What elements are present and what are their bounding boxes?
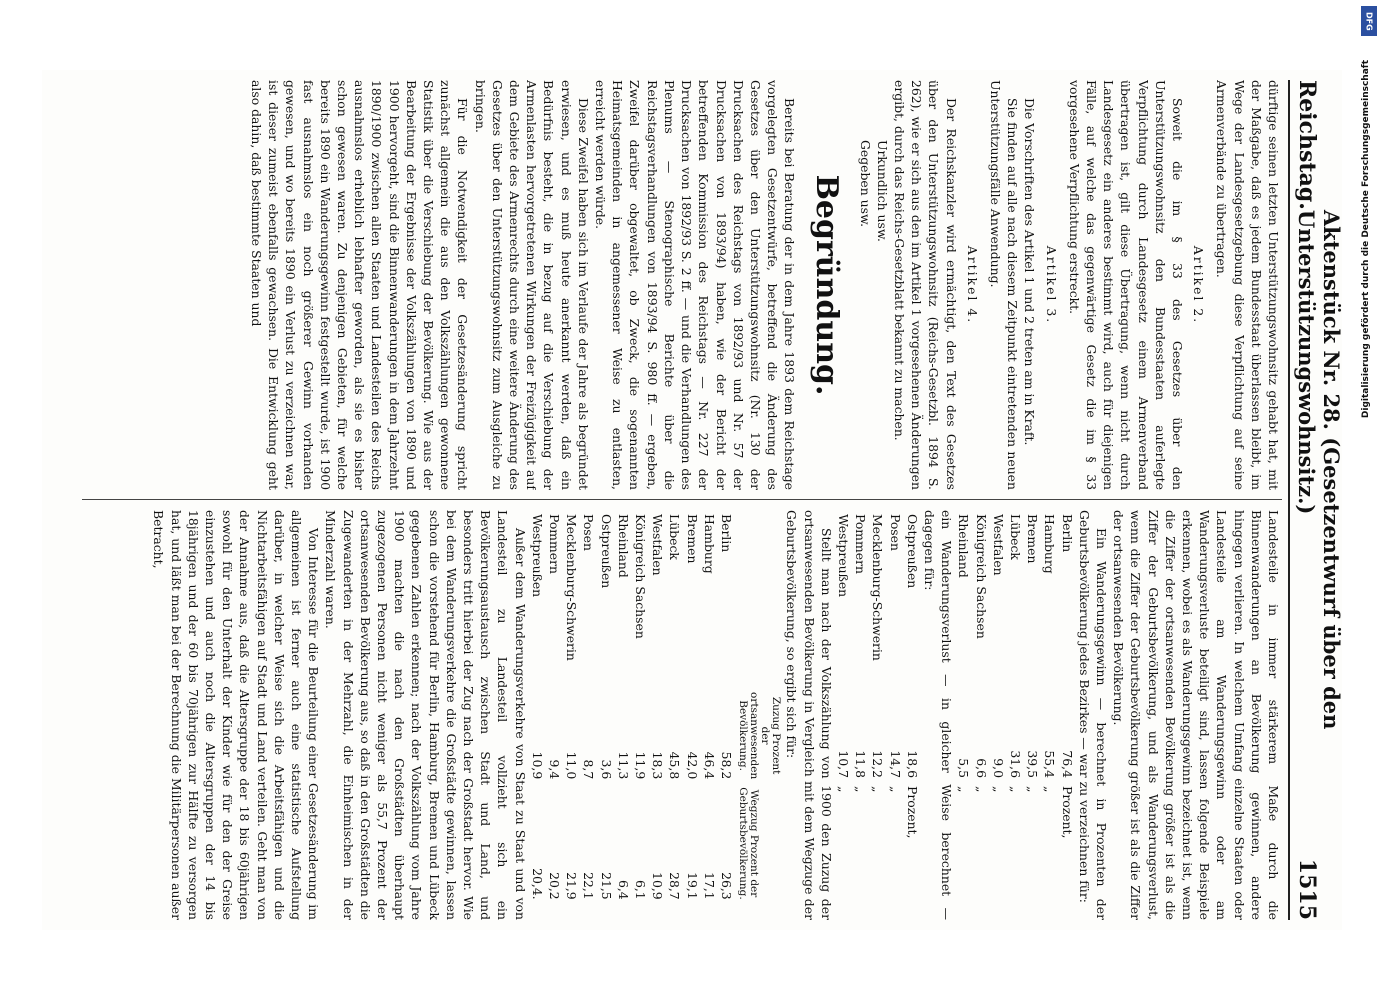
cell-value: 10,7 xyxy=(835,750,851,778)
cell-place: Berlin xyxy=(1059,514,1075,553)
table-row xyxy=(972,510,989,846)
cell-value: 5,5 xyxy=(955,758,971,778)
cell-value: 76,4 xyxy=(1059,750,1075,778)
cell-place: Westfalen xyxy=(990,514,1006,576)
paragraph: Sie finden auf alle nach diesem Zeitpunkt eintretenden neuen Unterstützungsfälle Anwendung. xyxy=(987,80,1020,490)
table-header-wegzug: Wegzug Prozent der Geburtsbevölkerung. xyxy=(736,787,760,900)
paragraph: Die Vorschriften des Artikel 1 und 2 treten am in Kraft. xyxy=(1021,98,1037,446)
cell-b: 6,4 xyxy=(615,879,631,900)
cell-a: 42,0 xyxy=(684,751,700,780)
cell-place: Mecklenburg-Schwerin xyxy=(869,514,885,661)
header-left: Reichstag. xyxy=(1293,80,1320,210)
cell-b: 10,9 xyxy=(649,872,665,900)
cell-a: 18,3 xyxy=(649,751,665,780)
cell-value: 14,7 xyxy=(887,750,903,778)
paragraph: Soweit die im § 33 des Gesetzes über den Unterstützungswohnsitz den Bundesstaaten auferlegte Verpflichtung durch Landesgesetz einem Armenverband übertragen ist, gilt diese Übertragung, wenn nicht durch Landesgesetz ein anderes bestimmt wird, auch für diejenigen Fälle, auf welche das gegenwärtige Gesetz die im § 33 vorgesehene Verpflichtung erstreckt. xyxy=(1066,80,1185,490)
cell-b: 26,3 xyxy=(718,872,734,900)
comparison-table xyxy=(528,510,782,904)
digitization-text: Digitalisierung gefördert durch die Deutsche Forschungsgemeinschaft xyxy=(1361,60,1371,419)
table-row xyxy=(700,510,717,904)
cell-unit: „ xyxy=(1024,786,1040,793)
table-row xyxy=(1058,510,1075,846)
header-title: Aktenstück Nr. 28. (Gesetzentwurf über den Unterstützungswohnsitz.) xyxy=(1293,209,1344,730)
cell-a: 10,9 xyxy=(529,751,545,780)
article-heading: Artikel 2. xyxy=(1190,245,1206,325)
paragraph: Landesteile in immer stärkerem Maße durch die Binnenwanderungen an Bevölkerung gewinnen, andere hingegen verlieren. In welchem Umfang einzelne Staaten oder Landesteile am Wanderungsgewinn oder am Wanderungsverluste beteiligt sind, lassen folgende Beispiele erkennen, wobei es als Wanderungsgewinn bezeichnet ist, wenn die Ziffer der ortsanwesenden Bevölkerung größer ist als die Ziffer der Geburtsbevölkerung, und als Wanderungsverlust, wenn die Ziffer der Geburtsbevölkerung größer ist als die Ziffer der ortsanwesenden Bevölkerung. xyxy=(1110,510,1281,920)
cell-a: 11,9 xyxy=(632,751,648,780)
table-header-zuzug: Zuzug Prozent der ortsanwesenden Bevölkerung. xyxy=(736,692,782,780)
cell-a: 46,4 xyxy=(701,751,717,780)
table-row xyxy=(545,510,562,904)
cell-a: 8,7 xyxy=(580,759,596,780)
table-row xyxy=(903,510,920,846)
cell-place: Lübeck xyxy=(667,514,682,560)
dfg-logo: DFG xyxy=(1361,6,1377,36)
cell-place: Hamburg xyxy=(701,514,717,574)
cell-a: 11,0 xyxy=(563,751,579,780)
cell-place: Posen xyxy=(887,514,903,551)
table-row xyxy=(717,510,734,904)
table-row xyxy=(631,510,648,904)
paragraph: Bereits bei Beratung der in dem Jahre 1893 dem Reichstage vorgelegten Gesetzentwürfe, betreffend die Änderung des Gesetzes über den Unterstützungswohnsitz (Nr. 130 der Drucksachen des Reichstags von 1892/93 und Nr. 57 der Drucksachen von 1893/94) haben, wie der Bericht der betreffenden Kommission des Reichstags — Nr. 227 der Drucksachen von 1892/93 S. 2 ff. — und die Verhandlungen des Plenums — Stenographische Berichte über die Reichstagsverhandlungen von 1893/94 S. 980 ff. — ergeben, Zweifel darüber obgewaltet, ob Zweck, die sogenannten Heimatsgemeinden in angemessener Weise zu entlasten, erreicht werden würde. xyxy=(592,80,797,490)
table-row xyxy=(614,510,631,904)
table-row xyxy=(528,510,545,904)
cell-unit: „ xyxy=(887,786,903,793)
cell-b: 21,5 xyxy=(598,872,614,900)
signature-line: Urkundlich usw. xyxy=(874,140,890,242)
gain-table xyxy=(955,510,1075,846)
table-row xyxy=(1006,510,1023,846)
loss-table xyxy=(834,510,920,846)
cell-b: 19,1 xyxy=(684,872,700,900)
cell-unit: „ xyxy=(1041,786,1057,793)
paragraph: ein Wanderungsverlust — in gleicher Weise berechnet — dagegen für: xyxy=(921,510,954,920)
table-row xyxy=(683,510,700,904)
paragraph: Für die Notwendigkeit der Gesetzesänderung spricht zunächst allgemein die aus den Volkszählungen gewonnene Statistik über die Verschiebung der Bevölkerung. Wie aus der Bearbeitung der Ergebnisse der Volkszählungen von 1890 und 1900 hervorgeht, sind die Binnenwanderungen in dem Jahrzehnt 1890/1900 zwischen allen Staaten und Landesteilen des Reichs ausnahmslos erheblich lebhafter geworden, als sie es bisher schon gewesen waren. Zu denjenigen Gebieten, für welche bereits 1890 ein Wanderungsgewinn festgestellt wurde, ist 1900 fast ausnahmslos ein noch größerer Gewinn vorhanden gewesen, und wo bereits 1890 ein Verlust zu verzeichnen war, ist dieser zumeist ebenfalls gewachsen. Die Entwicklung geht also dahin, daß bestimmte Staaten und xyxy=(248,80,470,490)
cell-value: 55,4 xyxy=(1041,750,1057,778)
table-row xyxy=(869,510,886,846)
cell-place: Rheinland xyxy=(615,514,631,578)
table-row xyxy=(666,510,683,904)
cell-place: Bremen xyxy=(1024,514,1040,564)
cell-unit: „ xyxy=(1007,786,1023,793)
table-row xyxy=(955,510,972,846)
cell-place: Lübeck xyxy=(1007,514,1023,560)
right-column xyxy=(82,510,1282,920)
cell-place: Königreich Sachsen xyxy=(632,514,648,639)
cell-place: Berlin xyxy=(718,514,734,553)
cell-value: 6,6 xyxy=(973,758,989,778)
cell-place: Bremen xyxy=(684,514,700,564)
cell-b: 22,1 xyxy=(580,872,596,900)
table-row xyxy=(989,510,1006,846)
cell-place: Ostpreußen xyxy=(598,514,614,589)
cell-b: 28,7 xyxy=(667,872,682,900)
table-header-place xyxy=(735,510,783,688)
cell-unit: „ xyxy=(869,786,885,793)
table-row xyxy=(563,510,580,904)
cell-value: 39,5 xyxy=(1024,750,1040,778)
paragraph: Der Reichskanzler wird ermächtigt, den Text des Gesetzes über den Unterstützungswohnsitz (Reichs-Gesetzbl. 1894 S. 262), wie er sich aus den im Artikel 1 vorgesehenen Änderungen ergibt, durch das Reichs-Gesetzblatt bekannt zu machen. xyxy=(891,80,959,490)
cell-a: 9,4 xyxy=(546,759,562,780)
cell-value: 18,6 xyxy=(904,750,920,778)
article-heading: Artikel 4. xyxy=(964,245,980,325)
cell-value: 12,2 xyxy=(869,750,885,778)
cell-unit: „ xyxy=(852,786,868,793)
cell-b: 6,1 xyxy=(632,879,648,900)
left-column xyxy=(82,80,1282,490)
column-divider xyxy=(82,499,1282,500)
cell-b: 20,2 xyxy=(546,872,562,900)
page-number: 1515 xyxy=(1293,858,1320,920)
cell-place: Ostpreußen xyxy=(904,514,920,589)
cell-a: 58,2 xyxy=(718,751,734,780)
digitization-note xyxy=(1361,10,1375,990)
paragraph: Außer dem Wanderungsverkehre von Staat zu Staat und von Landesteil zu Landesteil vollzieht sich ein Bevölkerungsaustausch zwischen Stadt und Land, und besonders tritt hierbei der Zug nach der Großstadt hervor. Wie bei dem Wanderungsverkehre die Großstädte gewinnen, lassen schon die vorstehend für Berlin, Hamburg, Bremen und Lübeck gegebenen Zahlen erkennen; nach der Volkszählung vom Jahre 1900 machten die nach den Großstädten überhaupt zugezogenen Personen nicht weniger als 55,7 Prozent der ortsanwesenden Bevölkerung aus, so daß in den Großstädten die Zugewanderten in der Mehrzahl, die Einheimischen in der Minderzahl waren. xyxy=(322,510,528,920)
cell-place: Hamburg xyxy=(1041,514,1057,574)
table-row xyxy=(1041,510,1058,846)
cell-place: Westpreußen xyxy=(835,514,851,598)
cell-b: 17,1 xyxy=(701,872,717,900)
table-row xyxy=(1023,510,1040,846)
cell-place: Pommern xyxy=(852,514,868,575)
table-row xyxy=(834,510,851,846)
paragraph: Diese Zweifel haben sich im Verlaufe der Jahre als begründet erwiesen, und es muß heute anerkannt werden, daß ein Bedürfnis besteht, die in bezug auf die Verschiebung der Armenlasten hervorgetretenen Wirkungen der Freizügigkeit auf dem Gebiete des Armenrechts durch eine weitere Änderung des Gesetzes über den Unterstützungswohnsitz zum Ausgleiche zu bringen. xyxy=(472,80,591,490)
table-row xyxy=(886,510,903,846)
page-header xyxy=(1288,80,1344,920)
cell-place: Westpreußen xyxy=(529,514,545,598)
cell-value: 9,0 xyxy=(990,758,1006,778)
cell-value: 11,8 xyxy=(852,750,868,778)
cell-a: 45,8 xyxy=(667,751,682,780)
table-row xyxy=(649,510,666,904)
cell-place: Posen xyxy=(580,514,596,551)
cell-b: 21,9 xyxy=(563,872,579,900)
cell-unit: „ xyxy=(990,786,1006,793)
cell-place: Rheinland xyxy=(955,514,971,578)
cell-a: 3,6 xyxy=(598,759,614,780)
cell-a: 11,3 xyxy=(615,751,631,780)
paragraph: Ein Wanderungsgewinn — berechnet in Prozenten der Geburtsbevölkerung jedes Bezirkes — war zu verzeichnen für: xyxy=(1076,510,1109,920)
cell-unit: „ xyxy=(955,786,971,793)
section-heading: Begründung. xyxy=(808,174,844,396)
article-heading: Artikel 3. xyxy=(1043,245,1059,325)
cell-unit: „ xyxy=(973,786,989,793)
table-row xyxy=(580,510,597,904)
signature-line: Gegeben usw. xyxy=(857,140,873,228)
paragraph: Von Interesse für die Beurteilung einer Gesetzesänderung im allgemeinen ist ferner auch eine statistische Aufstellung darüber, in welcher Weise sich die Arbeitsfähigen und die Nichtarbeitsfähigen auf Stadt und Land verteilen. Geht man von der Annahme aus, daß die Altersgruppe der 18 bis 60jährigen sowohl für den Unterhalt der Kinder wie für den der Greise einzustehen und auch noch die Altersgruppen der 14 bis 18jährigen und der 60 bis 70jährigen zur Hälfte zu versorgen hat, und läßt man bei der Berechnung die Militärpersonen außer Betracht, xyxy=(150,510,321,920)
table-row xyxy=(597,510,614,904)
cell-place: Mecklenburg-Schwerin xyxy=(563,514,579,661)
cell-value: 31,6 xyxy=(1007,750,1023,778)
cell-place: Pommern xyxy=(546,514,562,575)
paragraph: Stellt man nach der Volkszählung von 1900 den Zuzug der ortsanwesenden Bevölkerung in Vergleich mit dem Wegzuge der Geburtsbevölkerung, so ergibt sich für: xyxy=(783,510,834,920)
paragraph: dürftige seinen letzten Unterstützungswohnsitz gehabt hat, mit der Maßgabe, daß es jedem Bundesstaat überlassen bleibt, im Wege der Landesgesetzgebung diese Verpflichtung auf seine Armenverbände zu übertragen. xyxy=(1213,80,1281,490)
cell-unit: Prozent, xyxy=(1059,786,1075,839)
document-page xyxy=(42,70,1342,930)
cell-unit: Prozent, xyxy=(904,786,920,839)
cell-b: 20,4. xyxy=(529,868,545,900)
cell-place: Königreich Sachsen xyxy=(973,514,989,639)
table-row xyxy=(851,510,868,846)
cell-unit: „ xyxy=(835,786,851,793)
cell-place: Westfalen xyxy=(649,514,665,576)
